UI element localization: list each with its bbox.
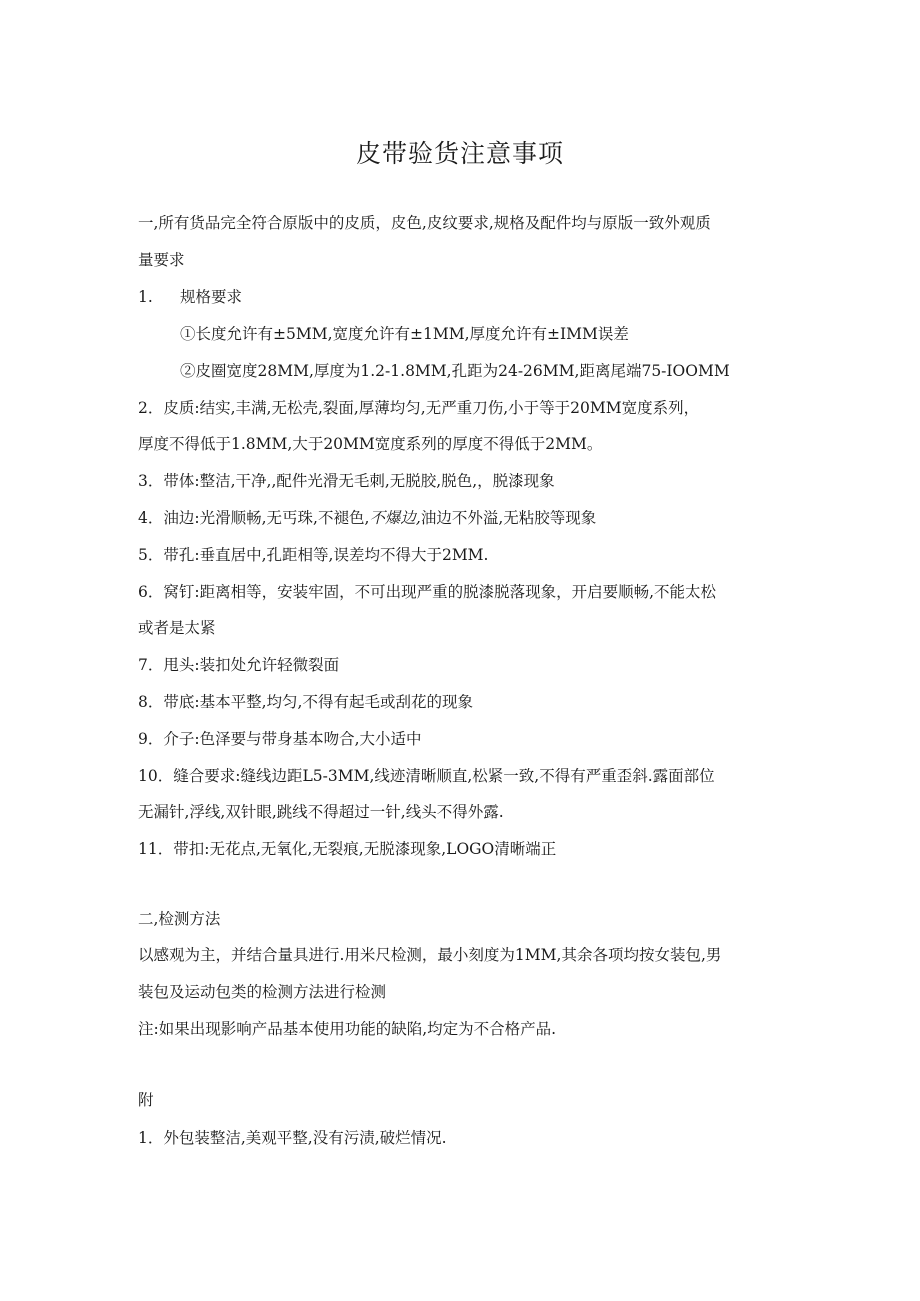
list-item-6 — [138, 581, 716, 603]
list-item-number: 11 — [138, 840, 158, 858]
list-item-number: 10 — [138, 767, 158, 785]
list-item-7 — [138, 654, 339, 676]
list-item-emphasis: 不爆边, — [369, 509, 421, 527]
list-item-9 — [138, 728, 422, 750]
section2-body-line1: 以感观为主，并结合量具进行.用米尺检测，最小刻度为1MM,其余各项均按女装包,男 — [138, 946, 722, 964]
list-item-text: ．带体:整洁,干净,,配件光滑无毛刺,无脱胶,脱色,，脱漆现象 — [147, 472, 555, 490]
section2-body-line2: 装包及运动包类的检测方法进行检测 — [138, 983, 387, 1001]
list-item-11 — [138, 838, 556, 860]
document-title: 皮带验货注意事项 — [355, 139, 564, 168]
list-item-text: ．外包装整洁,美观平整,没有污渍,破烂情况. — [147, 1129, 447, 1147]
list-item-text: ．缝合要求:缝线边距L5-3MM,线迹清晰顺直,松紧一致,不得有严重歪斜.露面部位 — [157, 767, 715, 785]
spec-number: 1. — [138, 288, 153, 306]
section1-intro-line1: 一,所有货品完全符合原版中的皮质，皮色,皮纹要求,规格及配件均与原版一致外观质 — [138, 214, 711, 232]
list-item-number: 3 — [138, 472, 148, 490]
spec-sub-item-2: ②皮圈宽度28MM,厚度为1.2-1.8MM,孔距为24-26MM,距离尾端75-IOOMM — [180, 362, 730, 380]
list-item-number: 4 — [138, 509, 148, 527]
list-item-text: ．皮质:结实,丰满,无松壳,裂面,厚薄均匀,无严重刀伤,小于等于20MM宽度系列， — [147, 399, 700, 417]
list-item-5 — [138, 544, 488, 566]
list-item-number: 7 — [138, 656, 148, 674]
appendix-item-1 — [138, 1127, 447, 1149]
list-item-number: 9 — [138, 730, 148, 748]
spec-sub-item-1: ①长度允许有±5MM,宽度允许有±1MM,厚度允许有±IMM误差 — [180, 325, 629, 343]
list-item-6-continuation: 或者是太紧 — [138, 619, 216, 637]
section2-heading: 二,检测方法 — [138, 910, 221, 928]
list-item-text: ．带扣:无花点,无氧化,无裂痕,无脱漆现象,LOGO清晰端正 — [157, 840, 557, 858]
list-item-text: ．介子:色泽要与带身基本吻合,大小适中 — [147, 730, 422, 748]
list-item-text: ．油边:光滑顺畅,无丐珠,不褪色, — [147, 509, 370, 527]
list-item-text: ．窝钉:距离相等，安装牢固，不可出现严重的脱漆脱落现象，开启要顺畅,不能太松 — [147, 583, 717, 601]
list-item-number: 1 — [138, 1129, 148, 1147]
list-item-4 — [138, 507, 596, 529]
list-item-text: ．带孔:垂直居中,孔距相等,误差均不得大于2MM. — [147, 546, 489, 564]
list-item-text: ．甩头:装扣处允许轻微裂面 — [147, 656, 340, 674]
list-item-number: 2 — [138, 399, 148, 417]
section2-note: 注:如果出现影响产品基本使用功能的缺陷,均定为不合格产品. — [138, 1020, 557, 1038]
appendix-heading: 附 — [138, 1091, 154, 1109]
list-item-2 — [138, 397, 699, 419]
section1-intro-line2: 量要求 — [138, 251, 185, 269]
list-item-10-continuation: 无漏针,浮线,双针眼,跳线不得超过一针,线头不得外露. — [138, 803, 504, 821]
list-item-8 — [138, 691, 473, 713]
list-item-3 — [138, 470, 555, 492]
spec-heading — [138, 286, 242, 308]
list-item-text: ．带底:基本平整,均匀,不得有起毛或刮花的现象 — [147, 693, 473, 711]
list-item-number: 5 — [138, 546, 148, 564]
spec-label: 规格要求 — [180, 288, 243, 306]
list-item-number: 6 — [138, 583, 148, 601]
list-item-number: 8 — [138, 693, 148, 711]
list-item-10 — [138, 765, 715, 787]
list-item-2-continuation: 厚度不得低于1.8MM,大于20MM宽度系列的厚度不得低于2MM。 — [138, 435, 603, 453]
list-item-text: 油边不外溢,无粘胶等现象 — [420, 509, 597, 527]
